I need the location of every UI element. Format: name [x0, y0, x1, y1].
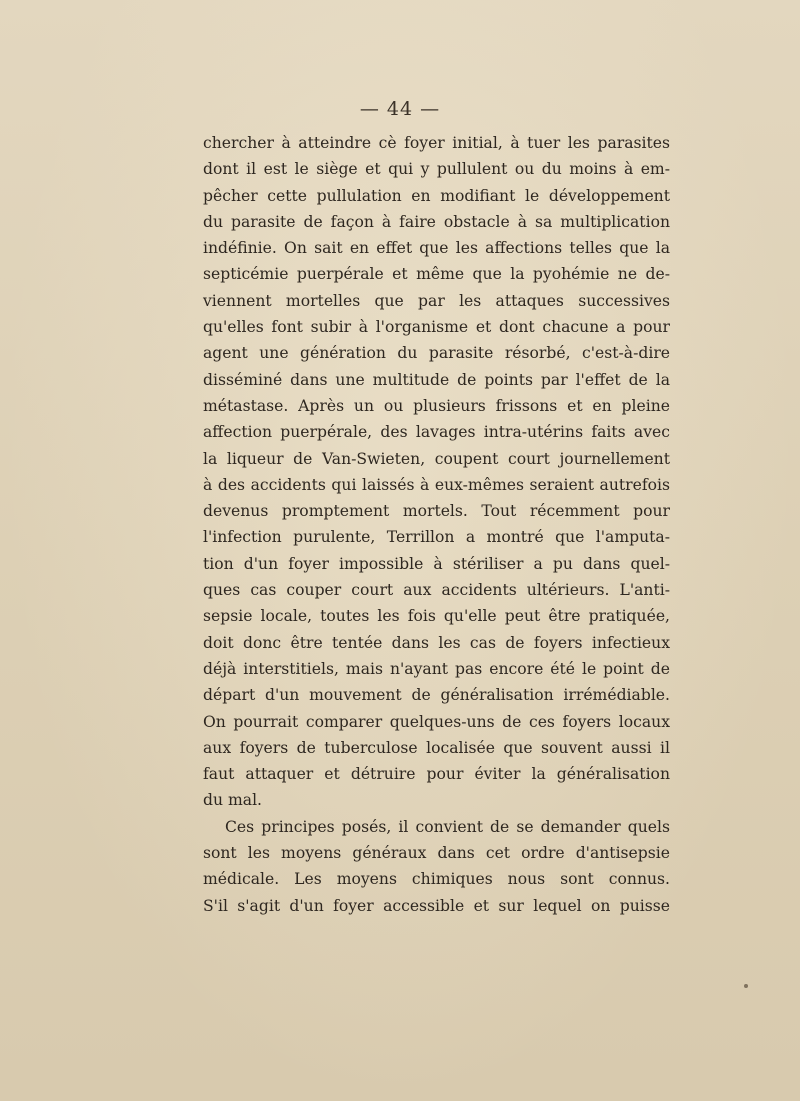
text-line: devenus promptement mortels. Tout récemment pour [203, 502, 670, 521]
text-line: viennent mortelles que par les attaques successives [203, 291, 670, 310]
text-line: la liqueur de Van-Swieten, coupent court journellement [203, 449, 670, 468]
text-line: ques cas couper court aux accidents ultérieurs. L'anti- [203, 581, 670, 600]
text-line: indéfinie. On sait en effet que les affections telles que la [203, 239, 670, 258]
text-line: à des accidents qui laissés à eux-mêmes seraient autrefois [203, 475, 670, 494]
text-line: affection puerpérale, des lavages intra-utérins faits avec [203, 423, 670, 442]
text-line: agent une génération du parasite résorbé, c'est-à-dire [203, 344, 670, 363]
text-line: sont les moyens généraux dans cet ordre d'antisepsie [203, 844, 670, 863]
text-line: septicémie puerpérale et même que la pyohémie ne de- [203, 265, 670, 284]
text-line: départ d'un mouvement de généralisation irrémédiable. [203, 686, 670, 705]
text-line: S'il s'agit d'un foyer accessible et sur lequel on puisse [203, 896, 670, 915]
text-line: pêcher cette pullulation en modifiant le développement [203, 186, 670, 205]
text-line: du parasite de façon à faire obstacle à sa multiplication [203, 212, 670, 231]
text-line: déjà interstitiels, mais n'ayant pas encore été le point de [203, 659, 670, 678]
text-line: médicale. Les moyens chimiques nous sont connus. [203, 870, 670, 889]
text-line: métastase. Après un ou plusieurs frissons et en pleine [203, 396, 670, 415]
paper-speck [744, 984, 748, 988]
text-line: doit donc être tentée dans les cas de foyers infectieux [203, 633, 670, 652]
text-line: aux foyers de tuberculose localisée que souvent aussi il [203, 738, 670, 757]
text-line: dont il est le siège et qui y pullulent ou du moins à em- [203, 160, 670, 179]
text-line: sepsie locale, toutes les fois qu'elle peut être pratiquée, [203, 607, 670, 626]
body-text [203, 130, 670, 919]
text-line: disséminé dans une multitude de points par l'effet de la [203, 370, 670, 389]
text-line: Ces principes posés, il convient de se demander quels [225, 817, 670, 836]
page-number: — 44 — [359, 98, 441, 120]
text-line: qu'elles font subir à l'organisme et dont chacune a pour [203, 318, 670, 337]
text-line: On pourrait comparer quelques-uns de ces foyers locaux [203, 712, 670, 731]
text-line: du mal. [203, 791, 263, 810]
text-line: chercher à atteindre cè foyer initial, à tuer les parasites [203, 134, 670, 152]
text-line: tion d'un foyer impossible à stériliser a pu dans quel- [203, 554, 670, 573]
text-line: faut attaquer et détruire pour éviter la généralisation [203, 765, 670, 784]
text-line: l'infection purulente, Terrillon a montré que l'amputa- [203, 528, 670, 547]
